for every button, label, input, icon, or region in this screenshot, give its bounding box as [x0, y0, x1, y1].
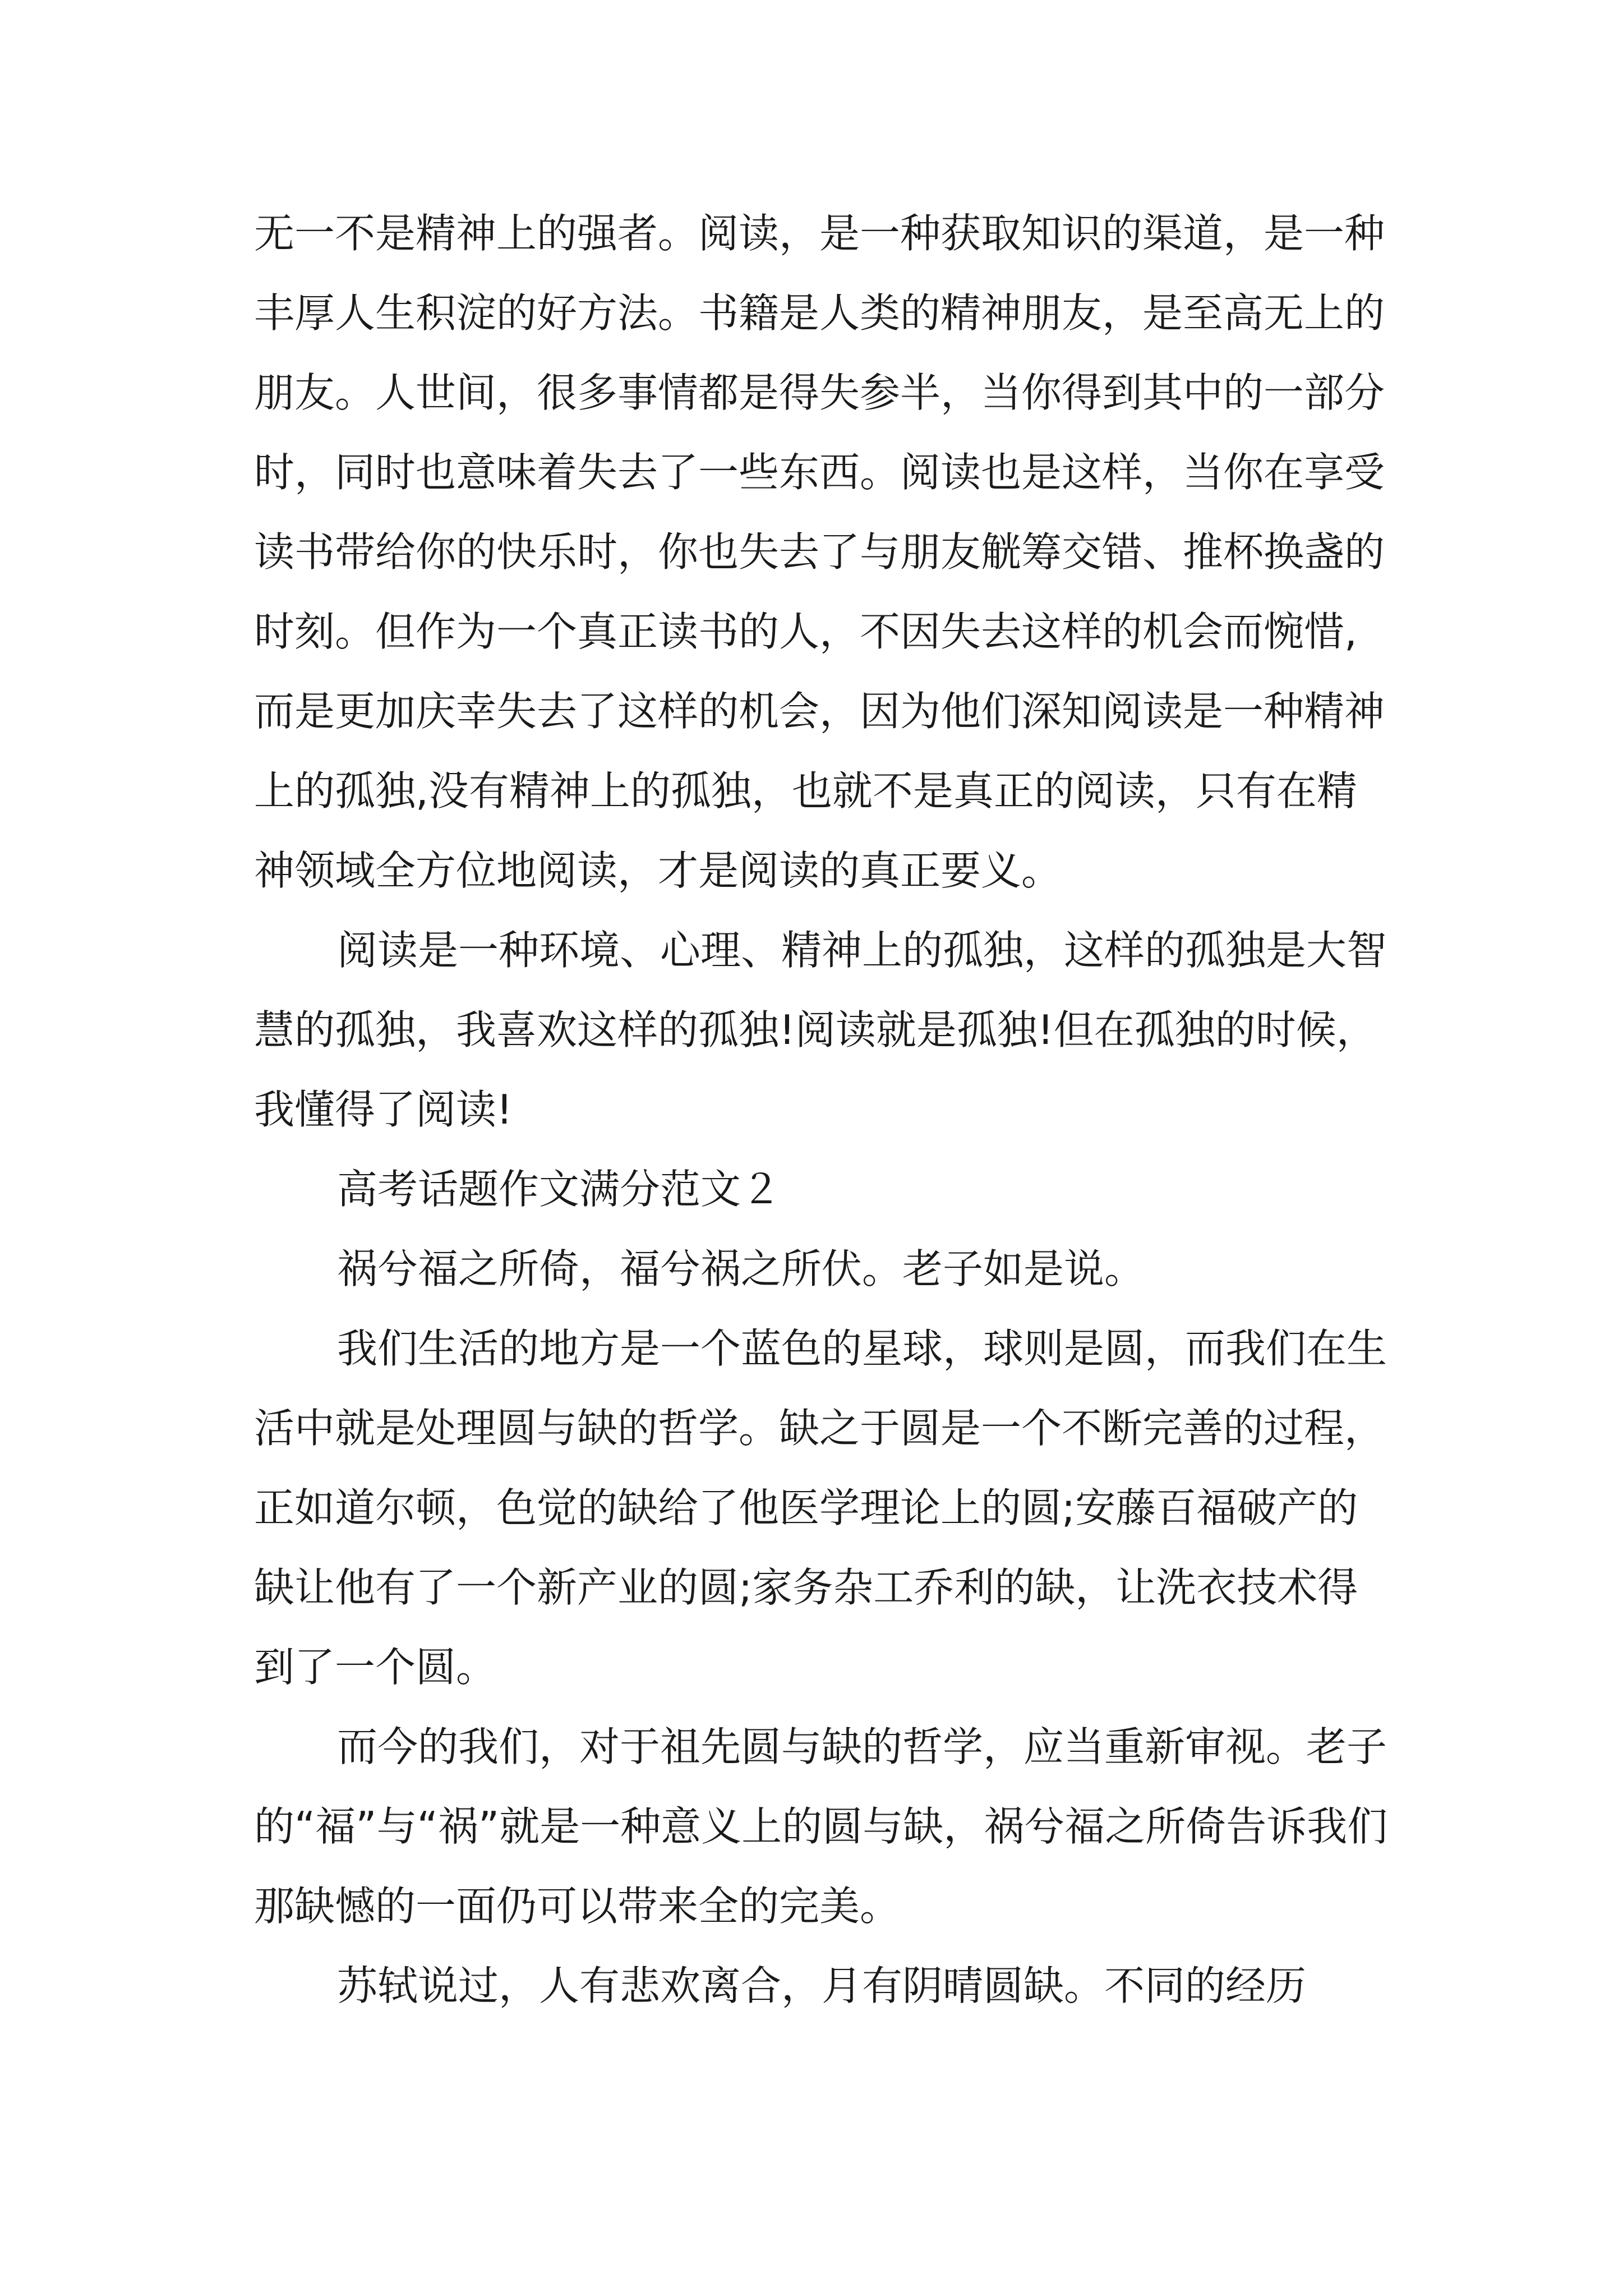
paragraph-5: 我们生活的地方是一个蓝色的星球，球则是圆，而我们在生活中就是处理圆与缺的哲学。缺之于圆是一个不断完善的过程，正如道尔顿，色觉的缺给了他医学理论上的圆;安藤百福破产的缺让他有了一个新产业的圆;家务杂工乔利的缺，让洗衣技术得到了一个圆。 — [254, 1325, 1387, 1691]
paragraph-2: 阅读是一种环境、心理、精神上的孤独，这样的孤独是大智慧的孤独，我喜欢这样的孤独!阅读就是孤独!但在孤独的时候，我懂得了阅读! — [254, 927, 1387, 1133]
paragraph-6: 而今的我们，对于祖先圆与缺的哲学，应当重新审视。老子的“福”与“祸”就是一种意义上的圆与缺，祸兮福之所倚告诉我们那缺憾的一面仍可以带来全的完美。 — [254, 1723, 1388, 1930]
document-body — [254, 194, 1393, 2026]
paragraph-1: 无一不是精神上的强者。阅读，是一种获取知识的渠道，是一种丰厚人生积淀的好方法。书籍是人类的精神朋友，是至高无上的朋友。人世间，很多事情都是得失参半，当你得到其中的一部分时，同时也意味着失去了一些东西。阅读也是这样，当你在享受读书带给你的快乐时，你也失去了与朋友觥筹交错、推杯换盏的时刻。但作为一个真正读书的人，不因失去这样的机会而惋惜,而是更加庆幸失去了这样的机会，因为他们深知阅读是一种精神上的孤独,没有精神上的孤独，也就不是真正的阅读，只有在精神领域全方位地阅读，才是阅读的真正要义。 — [254, 210, 1385, 894]
paragraph-7: 苏轼说过，人有悲欢离合，月有阴晴圆缺。不同的经历 — [337, 1962, 1307, 2009]
paragraph-4: 祸兮福之所倚，福兮祸之所伏。老子如是说。 — [337, 1245, 1145, 1292]
essay-heading: 高考话题作文满分范文２ — [337, 1166, 782, 1213]
